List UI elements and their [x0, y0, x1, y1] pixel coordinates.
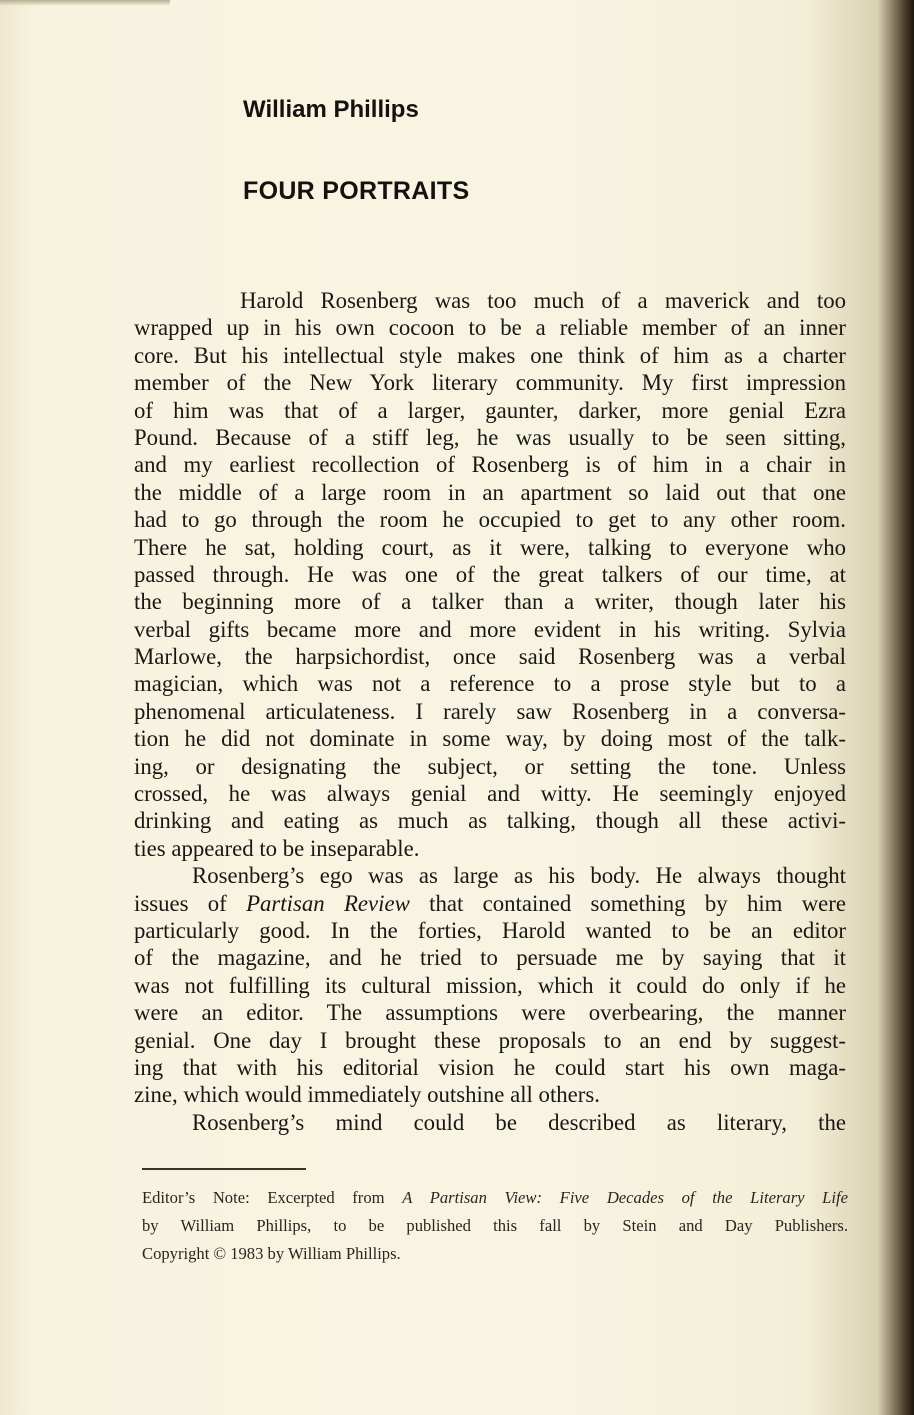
- body-line: member of the New York literary community. My first impression: [134, 370, 846, 396]
- body-line: drinking and eating as much as talking, though all these activi-: [134, 808, 846, 834]
- body-line: and my earliest recollection of Rosenberg is of him in a chair in: [134, 452, 846, 478]
- body-line: Rosenberg’s mind could be described as literary, the: [192, 1109, 846, 1135]
- body-line: the beginning more of a talker than a writer, though later his: [134, 589, 846, 615]
- body-line: tion he did not dominate in some way, by doing most of the talk-: [134, 726, 846, 752]
- body-line: particularly good. In the forties, Harold wanted to be an editor: [134, 917, 846, 943]
- body-line: of him was that of a larger, gaunter, darker, more genial Ezra: [134, 397, 846, 423]
- book-title-italic: A Partisan View: Five Decades of the Literary Life: [402, 1188, 848, 1207]
- body-line: ties appeared to be inseparable.: [134, 835, 420, 861]
- author-name: William Phillips: [243, 96, 419, 123]
- body-line: wrapped up in his own cocoon to be a reliable member of an inner: [134, 315, 846, 341]
- body-line: crossed, he was always genial and witty. He seemingly enjoyed: [134, 781, 846, 807]
- journal-title-italic: Partisan Review: [246, 890, 410, 916]
- body-line: were an editor. The assumptions were overbearing, the manner: [134, 1000, 846, 1026]
- body-line: There he sat, holding court, as it were, talking to everyone who: [134, 534, 846, 560]
- body-line: Harold Rosenberg was too much of a maverick and too: [240, 288, 846, 313]
- body-line: ing that with his editorial vision he could start his own maga-: [134, 1054, 846, 1080]
- footnote-line: [142, 1184, 848, 1212]
- body-line: Pound. Because of a stiff leg, he was usually to be seen sitting,: [134, 424, 846, 450]
- body-line: passed through. He was one of the great talkers of our time, at: [134, 561, 846, 587]
- body-line: ing, or designating the subject, or setting the tone. Unless: [134, 753, 846, 779]
- footnote-line: by William Phillips, to be published this fall by Stein and Day Publishers.: [142, 1216, 848, 1235]
- body-line: Marlowe, the harpsichordist, once said Rosenberg was a verbal: [134, 644, 846, 670]
- footnote-line: Copyright © 1983 by William Phillips.: [142, 1244, 401, 1263]
- article-body: [134, 287, 846, 1136]
- footnote-prefix: Editor’s Note: Excerpted from: [142, 1188, 385, 1207]
- body-line: zine, which would immediately outshine all others.: [134, 1082, 600, 1108]
- body-line-prefix: issues of: [134, 890, 227, 916]
- body-line: magician, which was not a reference to a prose style but to a: [134, 671, 846, 697]
- body-line-suffix: that contained something by him were: [429, 890, 847, 916]
- editors-note: [142, 1184, 848, 1268]
- scan-shadow: [0, 0, 170, 6]
- body-line: of the magazine, and he tried to persuade me by saying that it: [134, 945, 846, 971]
- body-line: Rosenberg’s ego was as large as his body. He always thought: [192, 863, 846, 889]
- body-line: phenomenal articulateness. I rarely saw Rosenberg in a conversa-: [134, 698, 846, 724]
- body-line: verbal gifts became more and more evident in his writing. Sylvia: [134, 616, 846, 642]
- body-line: the middle of a large room in an apartment so laid out that one: [134, 479, 846, 505]
- footnote-rule: [142, 1168, 306, 1170]
- body-line: had to go through the room he occupied to get to any other room.: [134, 507, 846, 533]
- body-line-with-italic: [134, 890, 846, 917]
- body-line: genial. One day I brought these proposals to an end by suggest-: [134, 1027, 846, 1053]
- article-title: FOUR PORTRAITS: [243, 177, 470, 205]
- body-line: core. But his intellectual style makes one think of him as a charter: [134, 342, 846, 368]
- body-line: was not fulfilling its cultural mission, which it could do only if he: [134, 972, 846, 998]
